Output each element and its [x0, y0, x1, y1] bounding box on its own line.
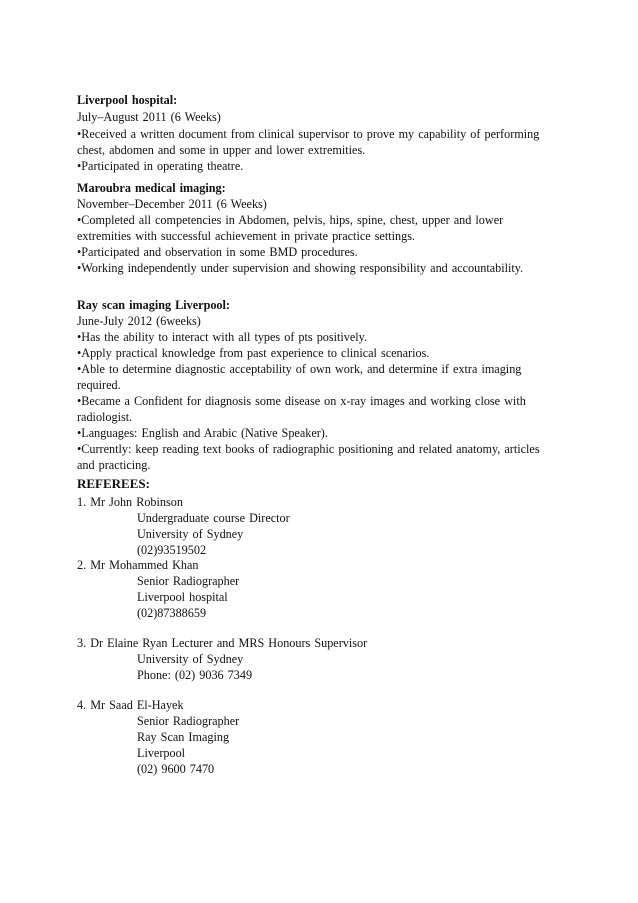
section-date: July–August 2011 (6 Weeks): [77, 110, 221, 124]
referee-detail: Ray Scan Imaging: [137, 730, 230, 744]
referee-detail: University of Sydney: [137, 652, 244, 666]
referee-name: 2. Mr Mohammed Khan: [77, 558, 199, 572]
referee-name: 3. Dr Elaine Ryan Lecturer and MRS Honours Supervisor: [77, 636, 368, 650]
section-date: November–December 2011 (6 Weeks): [77, 197, 267, 211]
section-date: June-July 2012 (6weeks): [77, 314, 201, 328]
section-title: Maroubra medical imaging:: [77, 181, 226, 195]
section-line: extremities with successful achievement in private practice settings.: [77, 229, 415, 243]
section-line: •Participated and observation in some BMD procedures.: [77, 245, 358, 259]
section-line: •Became a Confident for diagnosis some disease on x-ray images and working close with: [77, 394, 526, 408]
section-line: •Apply practical knowledge from past experience to clinical scenarios.: [77, 346, 430, 360]
referee-detail: Senior Radiographer: [137, 574, 240, 588]
referees-heading: REFEREES:: [77, 476, 150, 491]
section-line: required.: [77, 378, 121, 392]
section-title: Liverpool hospital:: [77, 93, 178, 107]
section-line: •Received a written document from clinical supervisor to prove my capability of performing: [77, 127, 540, 141]
section-line: •Working independently under supervision and showing responsibility and accountability.: [77, 261, 524, 275]
section-line: •Able to determine diagnostic acceptability of own work, and determine if extra imaging: [77, 362, 522, 376]
referee-detail: University of Sydney: [137, 527, 244, 541]
referee-detail: Liverpool: [137, 746, 186, 760]
section-line: and practicing.: [77, 458, 151, 472]
section-line: radiologist.: [77, 410, 133, 424]
section-title: Ray scan imaging Liverpool:: [77, 298, 230, 312]
referee-detail: Liverpool hospital: [137, 590, 228, 604]
referee-detail: (02)87388659: [137, 606, 207, 620]
section-line: •Languages: English and Arabic (Native Speaker).: [77, 426, 328, 440]
referee-detail: (02)93519502: [137, 543, 207, 557]
referee-detail: Senior Radiographer: [137, 714, 240, 728]
referee-name: 4. Mr Saad El-Hayek: [77, 698, 184, 712]
section-line: •Currently: keep reading text books of radiographic positioning and related anatomy, articles: [77, 442, 540, 456]
section-line: •Has the ability to interact with all types of pts positively.: [77, 330, 368, 344]
section-line: •Completed all competencies in Abdomen, pelvis, hips, spine, chest, upper and lower: [77, 213, 504, 227]
section-line: •Participated in operating theatre.: [77, 159, 244, 173]
referee-name: 1. Mr John Robinson: [77, 495, 183, 509]
section-line: chest, abdomen and some in upper and lower extremities.: [77, 143, 366, 157]
referee-detail: (02) 9600 7470: [137, 762, 215, 776]
referee-detail: Phone: (02) 9036 7349: [137, 668, 253, 682]
referee-detail: Undergraduate course Director: [137, 511, 290, 525]
